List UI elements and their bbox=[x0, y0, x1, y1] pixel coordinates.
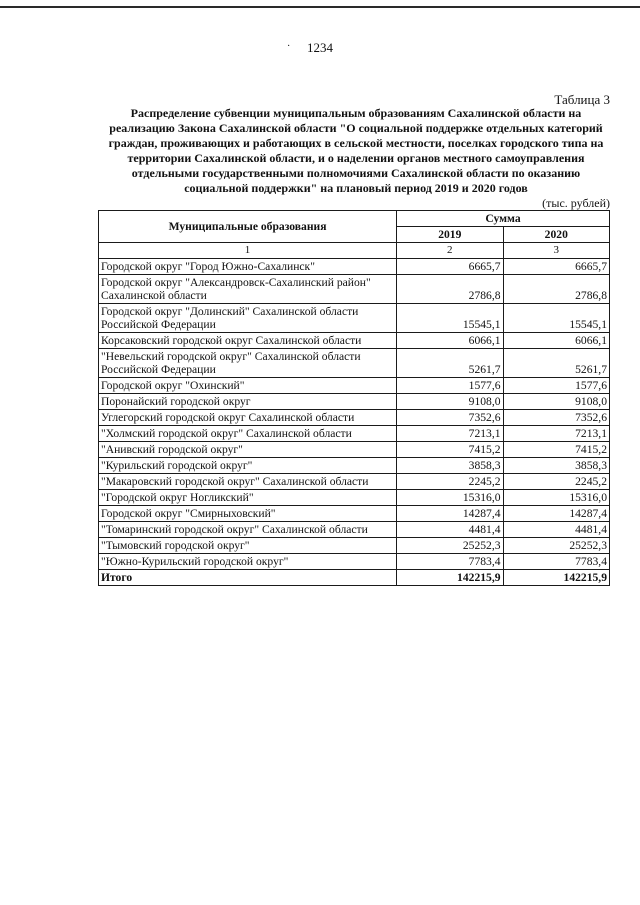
table-row bbox=[99, 275, 610, 304]
table-row bbox=[99, 378, 610, 394]
municipality-name: Городской округ "Александровск-Сахалинский район" Сахалинской области bbox=[99, 275, 397, 304]
value-2020: 1577,6 bbox=[503, 378, 609, 394]
table-row bbox=[99, 458, 610, 474]
header-sum: Сумма bbox=[397, 211, 610, 227]
value-2020: 3858,3 bbox=[503, 458, 609, 474]
total-label: Итого bbox=[99, 570, 397, 586]
column-index-1: 1 bbox=[99, 243, 397, 259]
value-2019: 2786,8 bbox=[397, 275, 503, 304]
table-row bbox=[99, 538, 610, 554]
value-2019: 1577,6 bbox=[397, 378, 503, 394]
column-index-2: 2 bbox=[397, 243, 503, 259]
municipality-name: "Анивский городской округ" bbox=[99, 442, 397, 458]
value-2020: 7213,1 bbox=[503, 426, 609, 442]
value-2020: 7783,4 bbox=[503, 554, 609, 570]
value-2019: 7352,6 bbox=[397, 410, 503, 426]
table-row bbox=[99, 259, 610, 275]
header-year-2020: 2020 bbox=[503, 227, 609, 243]
table-row bbox=[99, 304, 610, 333]
scan-dot: · bbox=[287, 41, 291, 52]
table-row bbox=[99, 474, 610, 490]
table-row bbox=[99, 506, 610, 522]
value-2020: 9108,0 bbox=[503, 394, 609, 410]
value-2019: 6665,7 bbox=[397, 259, 503, 275]
value-2019: 5261,7 bbox=[397, 349, 503, 378]
value-2019: 14287,4 bbox=[397, 506, 503, 522]
units-note: (тыс. рублей) bbox=[542, 196, 610, 210]
value-2020: 5261,7 bbox=[503, 349, 609, 378]
municipality-name: Городской округ "Город Южно-Сахалинск" bbox=[99, 259, 397, 275]
table-label: Таблица 3 bbox=[554, 92, 610, 107]
subvention-table bbox=[98, 210, 610, 586]
value-2019: 9108,0 bbox=[397, 394, 503, 410]
value-2020: 15316,0 bbox=[503, 490, 609, 506]
page-number: 1234 bbox=[307, 40, 333, 55]
value-2020: 15545,1 bbox=[503, 304, 609, 333]
value-2019: 7783,4 bbox=[397, 554, 503, 570]
municipality-name: "Тымовский городской округ" bbox=[99, 538, 397, 554]
value-2020: 6066,1 bbox=[503, 333, 609, 349]
table-row bbox=[99, 426, 610, 442]
table-row bbox=[99, 490, 610, 506]
value-2019: 7415,2 bbox=[397, 442, 503, 458]
header-municipalities: Муниципальные образования bbox=[99, 211, 397, 243]
top-rule bbox=[0, 6, 640, 8]
value-2019: 7213,1 bbox=[397, 426, 503, 442]
municipality-name: "Южно-Курильский городской округ" bbox=[99, 554, 397, 570]
municipality-name: "Макаровский городской округ" Сахалинской области bbox=[99, 474, 397, 490]
table-row bbox=[99, 333, 610, 349]
value-2019: 6066,1 bbox=[397, 333, 503, 349]
value-2019: 25252,3 bbox=[397, 538, 503, 554]
municipality-name: "Курильский городской округ" bbox=[99, 458, 397, 474]
municipality-name: Городской округ "Долинский" Сахалинской области Российской Федерации bbox=[99, 304, 397, 333]
value-2020: 2245,2 bbox=[503, 474, 609, 490]
document-title: Распределение субвенции муниципальным образованиям Сахалинской области на реализацию Закона Сахалинской области "О социальной поддержке отдельных категорий граждан, проживающих и работающих в сельской местности, поселках городского типа на территории Сахалинской области, и о наделении органов местного самоуправления отдельными государственными полномочиями Сахалинской области по оказанию социальной поддержки" на плановый период 2019 и 2020 годов bbox=[108, 106, 604, 195]
value-2019: 4481,4 bbox=[397, 522, 503, 538]
table-row bbox=[99, 522, 610, 538]
value-2019: 15545,1 bbox=[397, 304, 503, 333]
municipality-name: "Городской округ Ногликский" bbox=[99, 490, 397, 506]
value-2019: 3858,3 bbox=[397, 458, 503, 474]
total-2019: 142215,9 bbox=[397, 570, 503, 586]
value-2020: 7415,2 bbox=[503, 442, 609, 458]
total-2020: 142215,9 bbox=[503, 570, 609, 586]
value-2020: 2786,8 bbox=[503, 275, 609, 304]
municipality-name: "Томаринский городской округ" Сахалинской области bbox=[99, 522, 397, 538]
value-2019: 2245,2 bbox=[397, 474, 503, 490]
table-row bbox=[99, 349, 610, 378]
value-2020: 14287,4 bbox=[503, 506, 609, 522]
column-index-3: 3 bbox=[503, 243, 609, 259]
header-year-2019: 2019 bbox=[397, 227, 503, 243]
municipality-name: Корсаковский городской округ Сахалинской области bbox=[99, 333, 397, 349]
value-2020: 6665,7 bbox=[503, 259, 609, 275]
total-row bbox=[99, 570, 610, 586]
table-row bbox=[99, 394, 610, 410]
value-2019: 15316,0 bbox=[397, 490, 503, 506]
table-row bbox=[99, 554, 610, 570]
municipality-name: Городской округ "Охинский" bbox=[99, 378, 397, 394]
municipality-name: Поронайский городской округ bbox=[99, 394, 397, 410]
value-2020: 25252,3 bbox=[503, 538, 609, 554]
municipality-name: "Невельский городской округ" Сахалинской области Российской Федерации bbox=[99, 349, 397, 378]
municipality-name: Городской округ "Смирныховский" bbox=[99, 506, 397, 522]
table-row bbox=[99, 442, 610, 458]
municipality-name: "Холмский городской округ" Сахалинской области bbox=[99, 426, 397, 442]
table-row bbox=[99, 410, 610, 426]
municipality-name: Углегорский городской округ Сахалинской области bbox=[99, 410, 397, 426]
value-2020: 7352,6 bbox=[503, 410, 609, 426]
value-2020: 4481,4 bbox=[503, 522, 609, 538]
